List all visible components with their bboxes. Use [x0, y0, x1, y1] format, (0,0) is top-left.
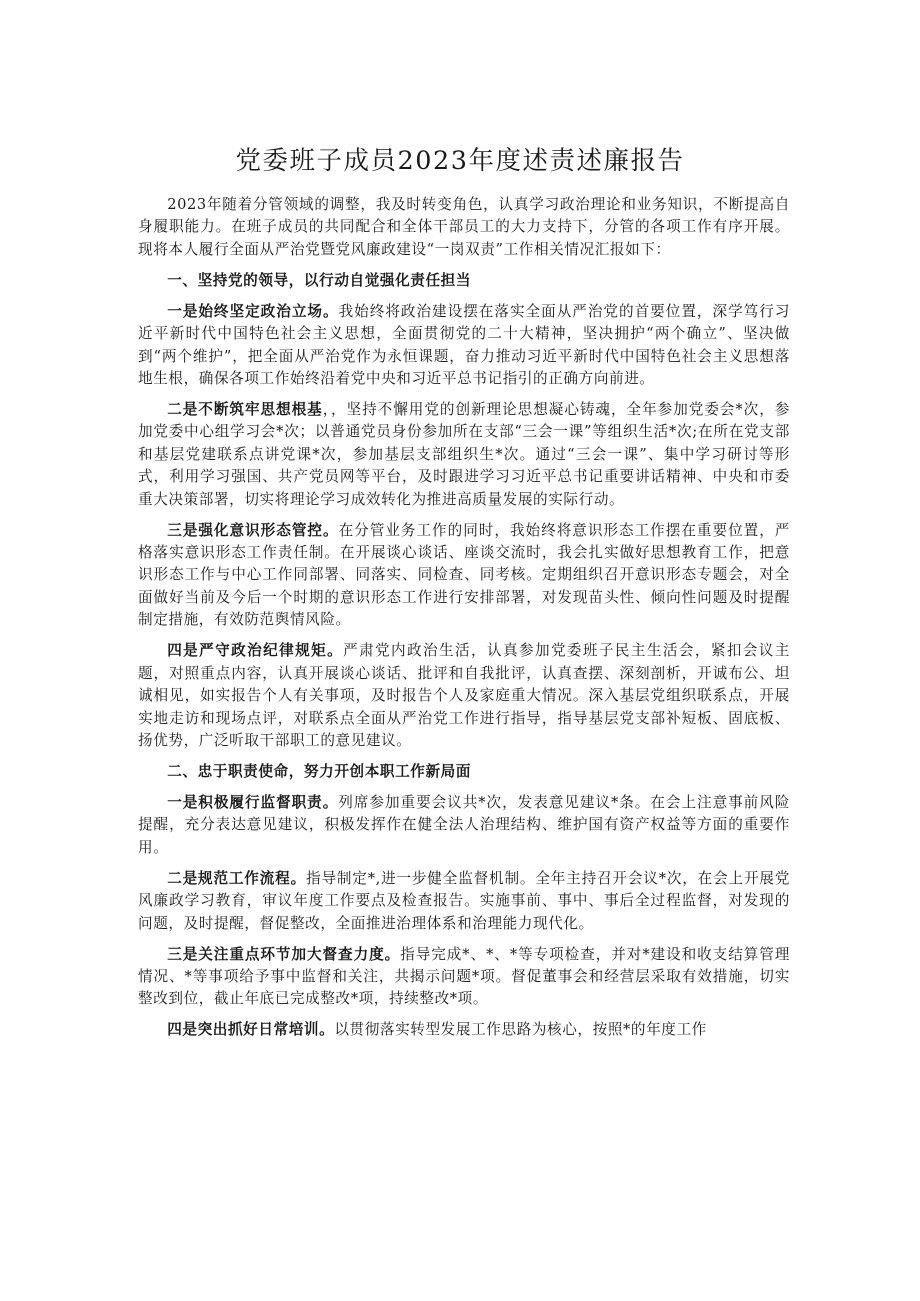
paragraph-text: ，，坚持不懈用党的创新理论思想凝心铸魂，全年参加党委会*次，参加党委中心组学习会*次；以普通党员身份参加所在支部“三会一课”等组织生活*次;在所在党支部和基层党建联系点讲党课*次，参加基层支部组织生*次。通过“三会一课”、集中学习研讨等形式，利用学习强国、共产党员网等平台，及时跟进学习习近平总书记重要讲话精神、中央和市委重大决策部署，切实将理论学习成效转化为推进高质量发展的实际行动。 [138, 401, 790, 508]
paragraph-lead: 四是突出抓好日常培训。 [167, 1021, 335, 1039]
document-title: 党委班子成员2023年度述责述廉报告 [235, 146, 685, 176]
paragraph-lead: 一是始终坚定政治立场。 [167, 302, 339, 320]
paragraph-text: 在分管业务工作的同时，我始终将意识形态工作摆在重要位置，严格落实意识形态工作责任制。在开展谈心谈话、座谈交流时，我会扎实做好思想教育工作，把意识形态工作与中心工作同部署、同落实、同检查、同考核。定期组织召开意识形态专题会，对全面做好当前及今后一个时期的意识形态工作进行安排部署，对发现苗头性、倾向性问题及时提醒制定措施，有效防范舆情风险。 [138, 521, 791, 629]
paragraph-text: 我始终将政治建设摆在落实全面从严治党的首要位置，深学笃行习近平新时代中国特色社会主义思想，全面贯彻党的二十大精神，坚决拥护“两个确立”、坚决做到“两个维护”，把全面从严治党作为永恒课题，奋力推动习近平新时代中国特色社会主义思想落地生根，确保各项工作始终沿着党中央和习近平总书记指引的正确方向前进。 [138, 302, 791, 388]
document-body [138, 194, 790, 1042]
paragraph-text: 指导制定*,进一步健全监督机制。全年主持召开会议*次，在会上开展党风廉政学习教育，审议年度工作要点及检查报告。实施事前、事中、事后全过程监督，对发现的问题，及时提醒，督促整改，全面推进治理体系和治理能力现代化。 [138, 869, 790, 932]
paragraph-2-3 [138, 944, 790, 1011]
paragraph-1-4 [138, 640, 790, 752]
paragraph-lead: 三是关注重点环节加大督查力度。 [167, 945, 401, 963]
paragraph-lead: 一是积极履行监督职责。 [167, 793, 339, 811]
section-heading-2: 二、忠于职责使命，努力开创本职工作新局面 [167, 762, 472, 780]
paragraph-text: 以贯彻落实转型发展工作思路为核心，按照*的年度工作 [334, 1021, 707, 1039]
section-heading-1: 一、坚持党的领导，以行动自觉强化责任担当 [167, 271, 472, 289]
paragraph-2-1 [138, 792, 790, 859]
paragraph-2-4 [138, 1019, 790, 1041]
paragraph-text: 列席参加重要会议共*次，发表意见建议*条。在会上注意事前风险提醒，充分表达意见建议，积极发挥作在健全法人治理结构、维护国有资产权益等方面的重要作用。 [138, 793, 790, 856]
intro-paragraph: 2023年随着分管领域的调整，我及时转变角色，认真学习政治理论和业务知识，不断提高自身履职能力。在班子成员的共同配合和全体干部员工的大力支持下，分管的各项工作有序开展。现将本人履行全面从严治党暨党风廉政建设“一岗双责”工作相关情况汇报如下： [138, 196, 790, 258]
paragraph-1-2 [138, 399, 790, 511]
paragraph-lead: 二是不断筑牢思想根基 [167, 401, 323, 419]
paragraph-lead: 四是严守政治纪律规矩。 [167, 642, 344, 660]
paragraph-text: 指导完成*、*、*等专项检查，并对*建设和收支结算管理情况、*等事项给予事中监督和关注，共揭示问题*项。督促董事会和经营层采取有效措施，切实整改到位，截止年底已完成整改*项，持续整改*项。 [138, 945, 790, 1008]
paragraph-text: 严肃党内政治生活，认真参加党委班子民主生活会，紧扣会议主题，对照重点内容，认真开展谈心谈话、批评和自我批评，认真查摆、深刻剖析，开诚布公、坦诚相见，如实报告个人有关事项，及时报告个人及家庭重大情况。深入基层党组织联系点，开展实地走访和现场点评，对联系点全面从严治党工作进行指导，指导基层党支部补短板、固底板、扬优势，广泛听取干部职工的意见建议。 [138, 642, 790, 749]
paragraph-lead: 三是强化意识形态管控。 [167, 521, 339, 539]
paragraph-lead: 二是规范工作流程。 [167, 869, 307, 887]
paragraph-2-2 [138, 868, 790, 935]
paragraph-1-1 [138, 301, 790, 391]
paragraph-1-3 [138, 520, 790, 632]
